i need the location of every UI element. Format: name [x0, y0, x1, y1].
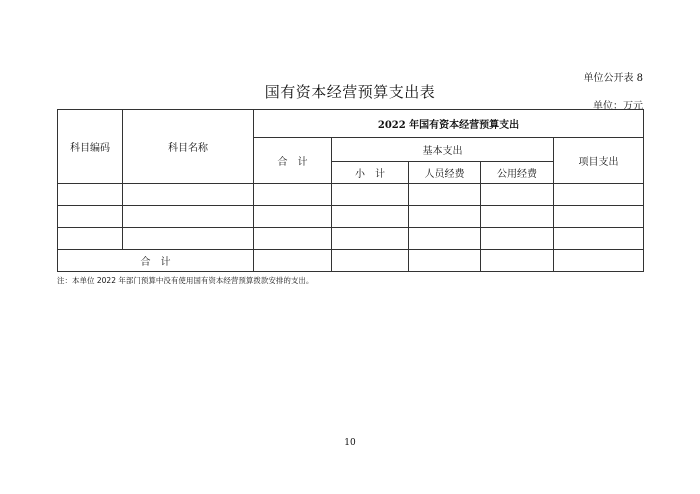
header-project-expenditure: 项目支出: [554, 138, 644, 184]
page-title: 国有资本经营预算支出表: [264, 83, 436, 101]
table-row: [58, 184, 644, 206]
cell-total: [254, 184, 332, 206]
page-number: 10: [344, 438, 356, 448]
cell-total: [254, 228, 332, 250]
total-cell: [481, 250, 554, 272]
cell-name: [123, 206, 254, 228]
total-cell: [409, 250, 481, 272]
total-cell: [254, 250, 332, 272]
cell-public: [481, 206, 554, 228]
cell-code: [58, 228, 123, 250]
header-subtotal: 小 计: [332, 162, 409, 184]
cell-project: [554, 184, 644, 206]
cell-project: [554, 206, 644, 228]
cell-name: [123, 184, 254, 206]
total-cell: [554, 250, 644, 272]
cell-code: [58, 184, 123, 206]
header-subject-code: 科目编码: [58, 110, 123, 184]
header-public-cost: 公用经费: [481, 162, 554, 184]
unit-label: 单位：万元: [593, 101, 643, 112]
header-total: 合 计: [254, 138, 332, 184]
header-subject-name: 科目名称: [123, 110, 254, 184]
table-row: [58, 206, 644, 228]
budget-table: [57, 109, 644, 272]
total-row: [58, 250, 644, 272]
cell-personnel: [409, 184, 481, 206]
footnote: 注：本单位 2022 年部门预算中没有使用国有资本经营预算拨款安排的支出。: [57, 276, 314, 285]
cell-name: [123, 228, 254, 250]
cell-subtotal: [332, 228, 409, 250]
total-cell: [332, 250, 409, 272]
cell-subtotal: [332, 206, 409, 228]
total-row-label: 合 计: [58, 250, 254, 272]
cell-public: [481, 228, 554, 250]
header-basic-expenditure: 基本支出: [332, 138, 554, 162]
cell-public: [481, 184, 554, 206]
header-personnel-cost: 人员经费: [409, 162, 481, 184]
cell-personnel: [409, 206, 481, 228]
cell-subtotal: [332, 184, 409, 206]
header-expenditure-group: 2022 年国有资本经营预算支出: [254, 110, 644, 138]
cell-project: [554, 228, 644, 250]
form-number: 单位公开表 8: [583, 73, 643, 84]
cell-code: [58, 206, 123, 228]
cell-total: [254, 206, 332, 228]
table-row: [58, 228, 644, 250]
cell-personnel: [409, 228, 481, 250]
